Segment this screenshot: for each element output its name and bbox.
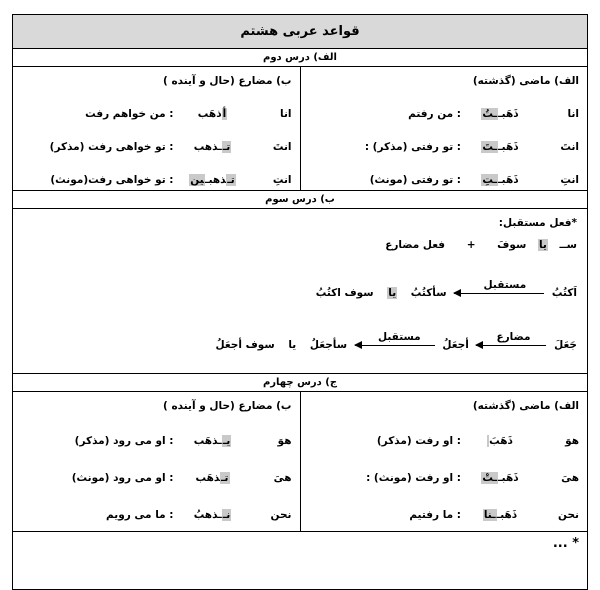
pronoun: نحن	[558, 508, 579, 521]
footer-note: * ...	[552, 536, 579, 551]
arrow: مستقبل	[454, 293, 544, 294]
meaning: : تو خواهی رفت (مذکر)	[49, 140, 174, 153]
lesson4-past-column	[301, 392, 588, 531]
lesson4-past-heading: الف) ماضی (گذشته)	[472, 400, 579, 412]
verb: ذَهَبَ	[489, 434, 513, 447]
verb: تـذهبـین	[190, 173, 235, 186]
arrow: مضارع	[476, 345, 546, 346]
future-example-1: اَکتُبُ مستقبل سأکتُبُ یا سوف اکتُبُ	[315, 278, 577, 299]
grammar-sheet	[12, 14, 588, 590]
pronoun: انتِ	[560, 173, 579, 186]
meaning: : او می رود (مذکر)	[74, 434, 174, 447]
verb: ذَهَبــتْ	[482, 471, 519, 484]
lesson4-present-row	[13, 459, 300, 496]
verb: ذَهَبــتُ	[482, 107, 519, 120]
meaning: : ما می رویم	[106, 508, 174, 521]
verb: تـذهَب	[195, 471, 229, 484]
lesson2-header: الف) درس دوم	[13, 49, 587, 67]
lesson4-past-row	[301, 496, 588, 533]
meaning: : او رفت (مونث) :	[366, 471, 461, 484]
pronoun: نحن	[270, 508, 292, 521]
future-formula: ســ یا سوفَ + فعل مضارع	[385, 239, 577, 251]
verb: نــذهبُ	[193, 508, 231, 521]
lesson4-present-heading: ب) مضارع (حال و آینده )	[163, 400, 292, 412]
pronoun: انتَ	[560, 140, 579, 153]
verb: ذَهَبــتِ	[482, 173, 519, 186]
lesson2-present-row	[13, 130, 300, 163]
lesson2-present-row	[13, 97, 300, 130]
lesson4-present-row	[13, 496, 300, 533]
meaning: : او می رود (مونث)	[71, 471, 174, 484]
lesson2-table	[13, 67, 587, 191]
lesson2-present-heading: ب) مضارع (حال و آینده )	[163, 75, 292, 87]
verb: یــذهَب	[193, 434, 231, 447]
lesson2-past-row	[301, 130, 588, 163]
verb: ذَهَبــنا	[483, 508, 518, 521]
future-title: *فعل مستقبل:	[498, 217, 577, 229]
pronoun: هیَ	[273, 471, 292, 484]
meaning: : ما رفتیم	[409, 508, 461, 521]
verb: تــذهب	[193, 140, 231, 153]
pronoun: انا	[567, 107, 579, 120]
lesson2-past-heading: الف) ماضی (گذشته)	[472, 75, 579, 87]
verb: ذَهَبــتَ	[482, 140, 519, 153]
lesson4-header: ج) درس چهارم	[13, 374, 587, 392]
meaning: : من رفتم	[408, 107, 461, 120]
pronoun: هوَ	[565, 434, 579, 447]
page-title: قواعد عربی هشتم	[13, 15, 587, 49]
lesson2-present-column	[13, 67, 301, 190]
lesson2-past-row	[301, 97, 588, 130]
pronoun: هیَ	[561, 471, 579, 484]
meaning: : تو رفتی (مونث)	[369, 173, 461, 186]
lesson3-header: ب) درس سوم	[13, 191, 587, 209]
future-example-2: جَعَلَ مضارع أجعَلُ مستقبل سأجعَلُ یا سوف أجعَلُ	[215, 330, 577, 351]
lesson2-past-column	[301, 67, 588, 190]
arrow: مستقبل	[355, 345, 435, 346]
verb: أذهَب	[197, 107, 227, 120]
pronoun: انتِ	[272, 173, 292, 186]
lesson4-past-row	[301, 459, 588, 496]
pronoun: هوَ	[277, 434, 292, 447]
lesson4-present-column	[13, 392, 301, 531]
pronoun: انتَ	[272, 140, 292, 153]
lesson4-table	[13, 392, 587, 532]
meaning: : او رفت (مذکر)	[376, 434, 461, 447]
meaning: : تو رفتی (مذکر) :	[364, 140, 461, 153]
meaning: : من خواهم رفت	[85, 107, 174, 120]
lesson4-past-row	[301, 422, 588, 459]
pronoun: انا	[280, 107, 292, 120]
meaning: : تو خواهی رفت(مونث)	[50, 173, 174, 186]
lesson3-body	[13, 209, 587, 374]
lesson4-present-row	[13, 422, 300, 459]
